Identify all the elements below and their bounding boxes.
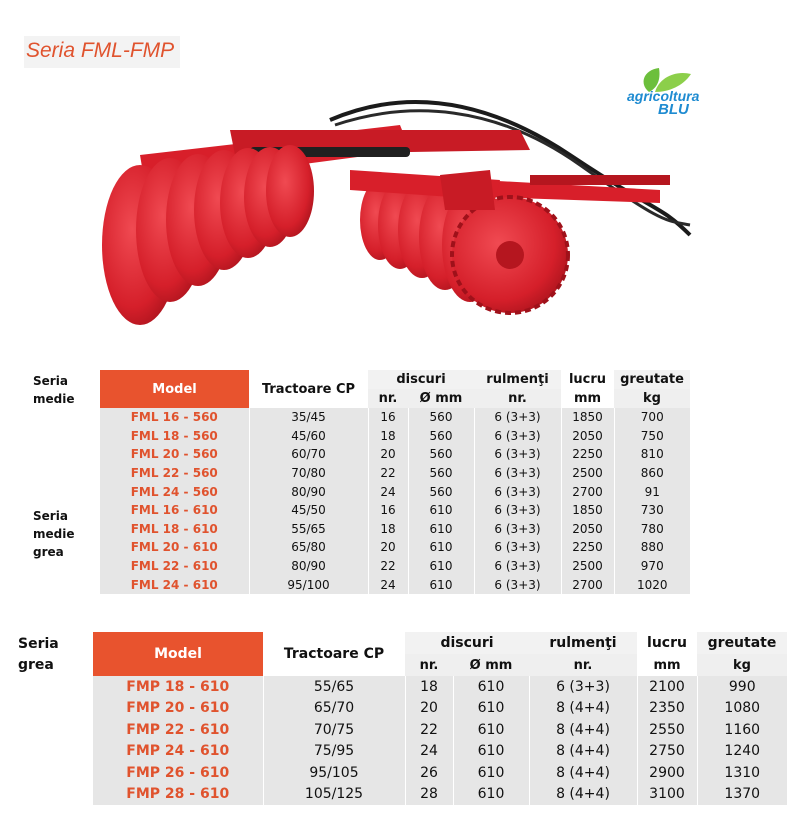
cell-model: FML 16 - 610: [100, 501, 249, 520]
logo-text-line1: agricoltura: [627, 88, 700, 104]
cell-model: FML 22 - 560: [100, 464, 249, 483]
cell-nr: 16: [368, 408, 408, 427]
cell-dia: 610: [408, 538, 474, 557]
header-bearings: rulmenţi: [474, 370, 561, 389]
header-discs-nr: nr.: [368, 389, 408, 408]
cell-lucru: 2250: [561, 445, 614, 464]
cell-lucru: 2350: [637, 698, 697, 720]
cell-kg: 860: [614, 464, 690, 483]
cell-dia: 610: [453, 719, 529, 741]
cell-rul: 8 (4+4): [529, 741, 637, 763]
cell-nr: 22: [368, 557, 408, 576]
cell-lucru: 2750: [637, 741, 697, 763]
cell-lucru: 2050: [561, 427, 614, 446]
cell-model: FMP 22 - 610: [93, 719, 263, 741]
cell-model: FML 18 - 610: [100, 520, 249, 539]
cell-lucru: 1850: [561, 408, 614, 427]
cell-rul: 6 (3+3): [474, 408, 561, 427]
cell-kg: 1310: [697, 762, 787, 784]
cell-cp: 70/75: [263, 719, 405, 741]
cell-lucru: 2550: [637, 719, 697, 741]
cell-model: FML 24 - 560: [100, 482, 249, 501]
cell-model: FML 20 - 560: [100, 445, 249, 464]
cell-nr: 22: [405, 719, 453, 741]
side-label-line: Seria: [33, 374, 68, 388]
header-work-unit: mm: [637, 654, 697, 676]
cell-dia: 610: [408, 557, 474, 576]
header-discs-dia: Ø mm: [408, 389, 474, 408]
cell-dia: 610: [453, 676, 529, 698]
cell-dia: 560: [408, 408, 474, 427]
cell-rul: 6 (3+3): [474, 464, 561, 483]
cell-kg: 1160: [697, 719, 787, 741]
cell-kg: 880: [614, 538, 690, 557]
cell-nr: 26: [405, 762, 453, 784]
cell-model: FMP 26 - 610: [93, 762, 263, 784]
cell-rul: 6 (3+3): [529, 676, 637, 698]
side-label-medium: [33, 372, 74, 408]
header-tractor: Tractoare CP: [263, 632, 405, 676]
table-row: [100, 557, 690, 576]
cell-kg: 1370: [697, 784, 787, 806]
header-tractor: Tractoare CP: [249, 370, 368, 408]
cell-cp: 55/65: [249, 520, 368, 539]
header-discs: discuri: [368, 370, 474, 389]
cell-dia: 610: [408, 575, 474, 594]
cell-cp: 65/80: [249, 538, 368, 557]
cell-dia: 610: [408, 501, 474, 520]
table-row: [93, 741, 787, 763]
table-row: [100, 427, 690, 446]
header-discs: discuri: [405, 632, 529, 654]
cell-lucru: 2500: [561, 464, 614, 483]
side-label-line: medie: [33, 527, 75, 541]
header-weight: greutate: [697, 632, 787, 654]
cell-cp: 65/70: [263, 698, 405, 720]
disc-harrow-image: [100, 85, 695, 330]
cell-rul: 6 (3+3): [474, 557, 561, 576]
side-label-heavy: [18, 634, 59, 676]
cell-model: FMP 24 - 610: [93, 741, 263, 763]
cell-cp: 70/80: [249, 464, 368, 483]
header-bearings-nr: nr.: [474, 389, 561, 408]
cell-nr: 18: [405, 676, 453, 698]
header-bearings: rulmenţi: [529, 632, 637, 654]
cell-rul: 6 (3+3): [474, 538, 561, 557]
header-weight-unit: kg: [697, 654, 787, 676]
table-row: [100, 408, 690, 427]
header-work-unit: mm: [561, 389, 614, 408]
cell-nr: 20: [405, 698, 453, 720]
spec-table-heavy: [93, 632, 787, 805]
cell-dia: 560: [408, 427, 474, 446]
header-discs-nr: nr.: [405, 654, 453, 676]
cell-kg: 91: [614, 482, 690, 501]
cell-model: FML 20 - 610: [100, 538, 249, 557]
side-label-line: Seria: [33, 509, 68, 523]
cell-kg: 810: [614, 445, 690, 464]
cell-nr: 28: [405, 784, 453, 806]
logo-text-line2: BLU: [658, 101, 689, 118]
cell-model: FMP 20 - 610: [93, 698, 263, 720]
table-row: [100, 445, 690, 464]
cell-rul: 6 (3+3): [474, 520, 561, 539]
cell-nr: 22: [368, 464, 408, 483]
table-row: [100, 520, 690, 539]
cell-rul: 6 (3+3): [474, 427, 561, 446]
cell-model: FMP 18 - 610: [93, 676, 263, 698]
table-row: [93, 784, 787, 806]
side-label-line: grea: [33, 545, 64, 559]
table-row: [100, 464, 690, 483]
cell-dia: 560: [408, 464, 474, 483]
cell-lucru: 2250: [561, 538, 614, 557]
side-label-line: Seria: [18, 636, 59, 652]
cell-dia: 560: [408, 482, 474, 501]
cell-nr: 16: [368, 501, 408, 520]
table-row: [100, 501, 690, 520]
cell-model: FML 18 - 560: [100, 427, 249, 446]
table-row: [93, 762, 787, 784]
header-weight: greutate: [614, 370, 690, 389]
cell-kg: 1020: [614, 575, 690, 594]
cell-rul: 8 (4+4): [529, 762, 637, 784]
cell-nr: 24: [368, 482, 408, 501]
cell-rul: 6 (3+3): [474, 482, 561, 501]
side-label-line: medie: [33, 392, 75, 406]
cell-kg: 1240: [697, 741, 787, 763]
cell-cp: 45/50: [249, 501, 368, 520]
cell-lucru: 2500: [561, 557, 614, 576]
table-row: [93, 719, 787, 741]
cell-kg: 750: [614, 427, 690, 446]
cell-cp: 60/70: [249, 445, 368, 464]
side-label-medium-heavy: [33, 507, 74, 561]
cell-lucru: 3100: [637, 784, 697, 806]
cell-rul: 6 (3+3): [474, 445, 561, 464]
table-row: [100, 482, 690, 501]
cell-model: FML 22 - 610: [100, 557, 249, 576]
cell-model: FML 24 - 610: [100, 575, 249, 594]
cell-lucru: 2100: [637, 676, 697, 698]
table-row: [93, 676, 787, 698]
cell-cp: 55/65: [263, 676, 405, 698]
table-row: [100, 575, 690, 594]
header-discs-dia: Ø mm: [453, 654, 529, 676]
cell-nr: 24: [368, 575, 408, 594]
cell-rul: 8 (4+4): [529, 719, 637, 741]
header-bearings-nr: nr.: [529, 654, 637, 676]
header-model: Model: [100, 370, 249, 408]
header-model: Model: [93, 632, 263, 676]
cell-model: FML 16 - 560: [100, 408, 249, 427]
cell-cp: 105/125: [263, 784, 405, 806]
agricoltura-blu-logo: [621, 64, 700, 124]
spec-table-medium: [100, 370, 690, 594]
table-row: [100, 538, 690, 557]
cell-lucru: 2700: [561, 482, 614, 501]
cell-dia: 610: [453, 762, 529, 784]
cell-rul: 8 (4+4): [529, 784, 637, 806]
cell-cp: 35/45: [249, 408, 368, 427]
cell-rul: 6 (3+3): [474, 575, 561, 594]
cell-cp: 80/90: [249, 482, 368, 501]
cell-kg: 1080: [697, 698, 787, 720]
cell-lucru: 2050: [561, 520, 614, 539]
cell-cp: 45/60: [249, 427, 368, 446]
cell-nr: 24: [405, 741, 453, 763]
cell-kg: 990: [697, 676, 787, 698]
cell-lucru: 1850: [561, 501, 614, 520]
cell-nr: 18: [368, 520, 408, 539]
cell-cp: 95/100: [249, 575, 368, 594]
cell-lucru: 2900: [637, 762, 697, 784]
cell-cp: 75/95: [263, 741, 405, 763]
cell-kg: 700: [614, 408, 690, 427]
cell-dia: 610: [408, 520, 474, 539]
cell-cp: 80/90: [249, 557, 368, 576]
cell-nr: 20: [368, 538, 408, 557]
cell-rul: 6 (3+3): [474, 501, 561, 520]
cell-dia: 560: [408, 445, 474, 464]
cell-lucru: 2700: [561, 575, 614, 594]
page-title: Seria FML-FMP: [24, 36, 180, 68]
header-weight-unit: kg: [614, 389, 690, 408]
header-work: lucru: [561, 370, 614, 389]
cell-nr: 20: [368, 445, 408, 464]
cell-model: FMP 28 - 610: [93, 784, 263, 806]
cell-kg: 970: [614, 557, 690, 576]
table-row: [93, 698, 787, 720]
side-label-line: grea: [18, 657, 54, 673]
cell-cp: 95/105: [263, 762, 405, 784]
cell-dia: 610: [453, 741, 529, 763]
cell-kg: 730: [614, 501, 690, 520]
cell-kg: 780: [614, 520, 690, 539]
cell-dia: 610: [453, 784, 529, 806]
header-work: lucru: [637, 632, 697, 654]
cell-nr: 18: [368, 427, 408, 446]
cell-rul: 8 (4+4): [529, 698, 637, 720]
cell-dia: 610: [453, 698, 529, 720]
